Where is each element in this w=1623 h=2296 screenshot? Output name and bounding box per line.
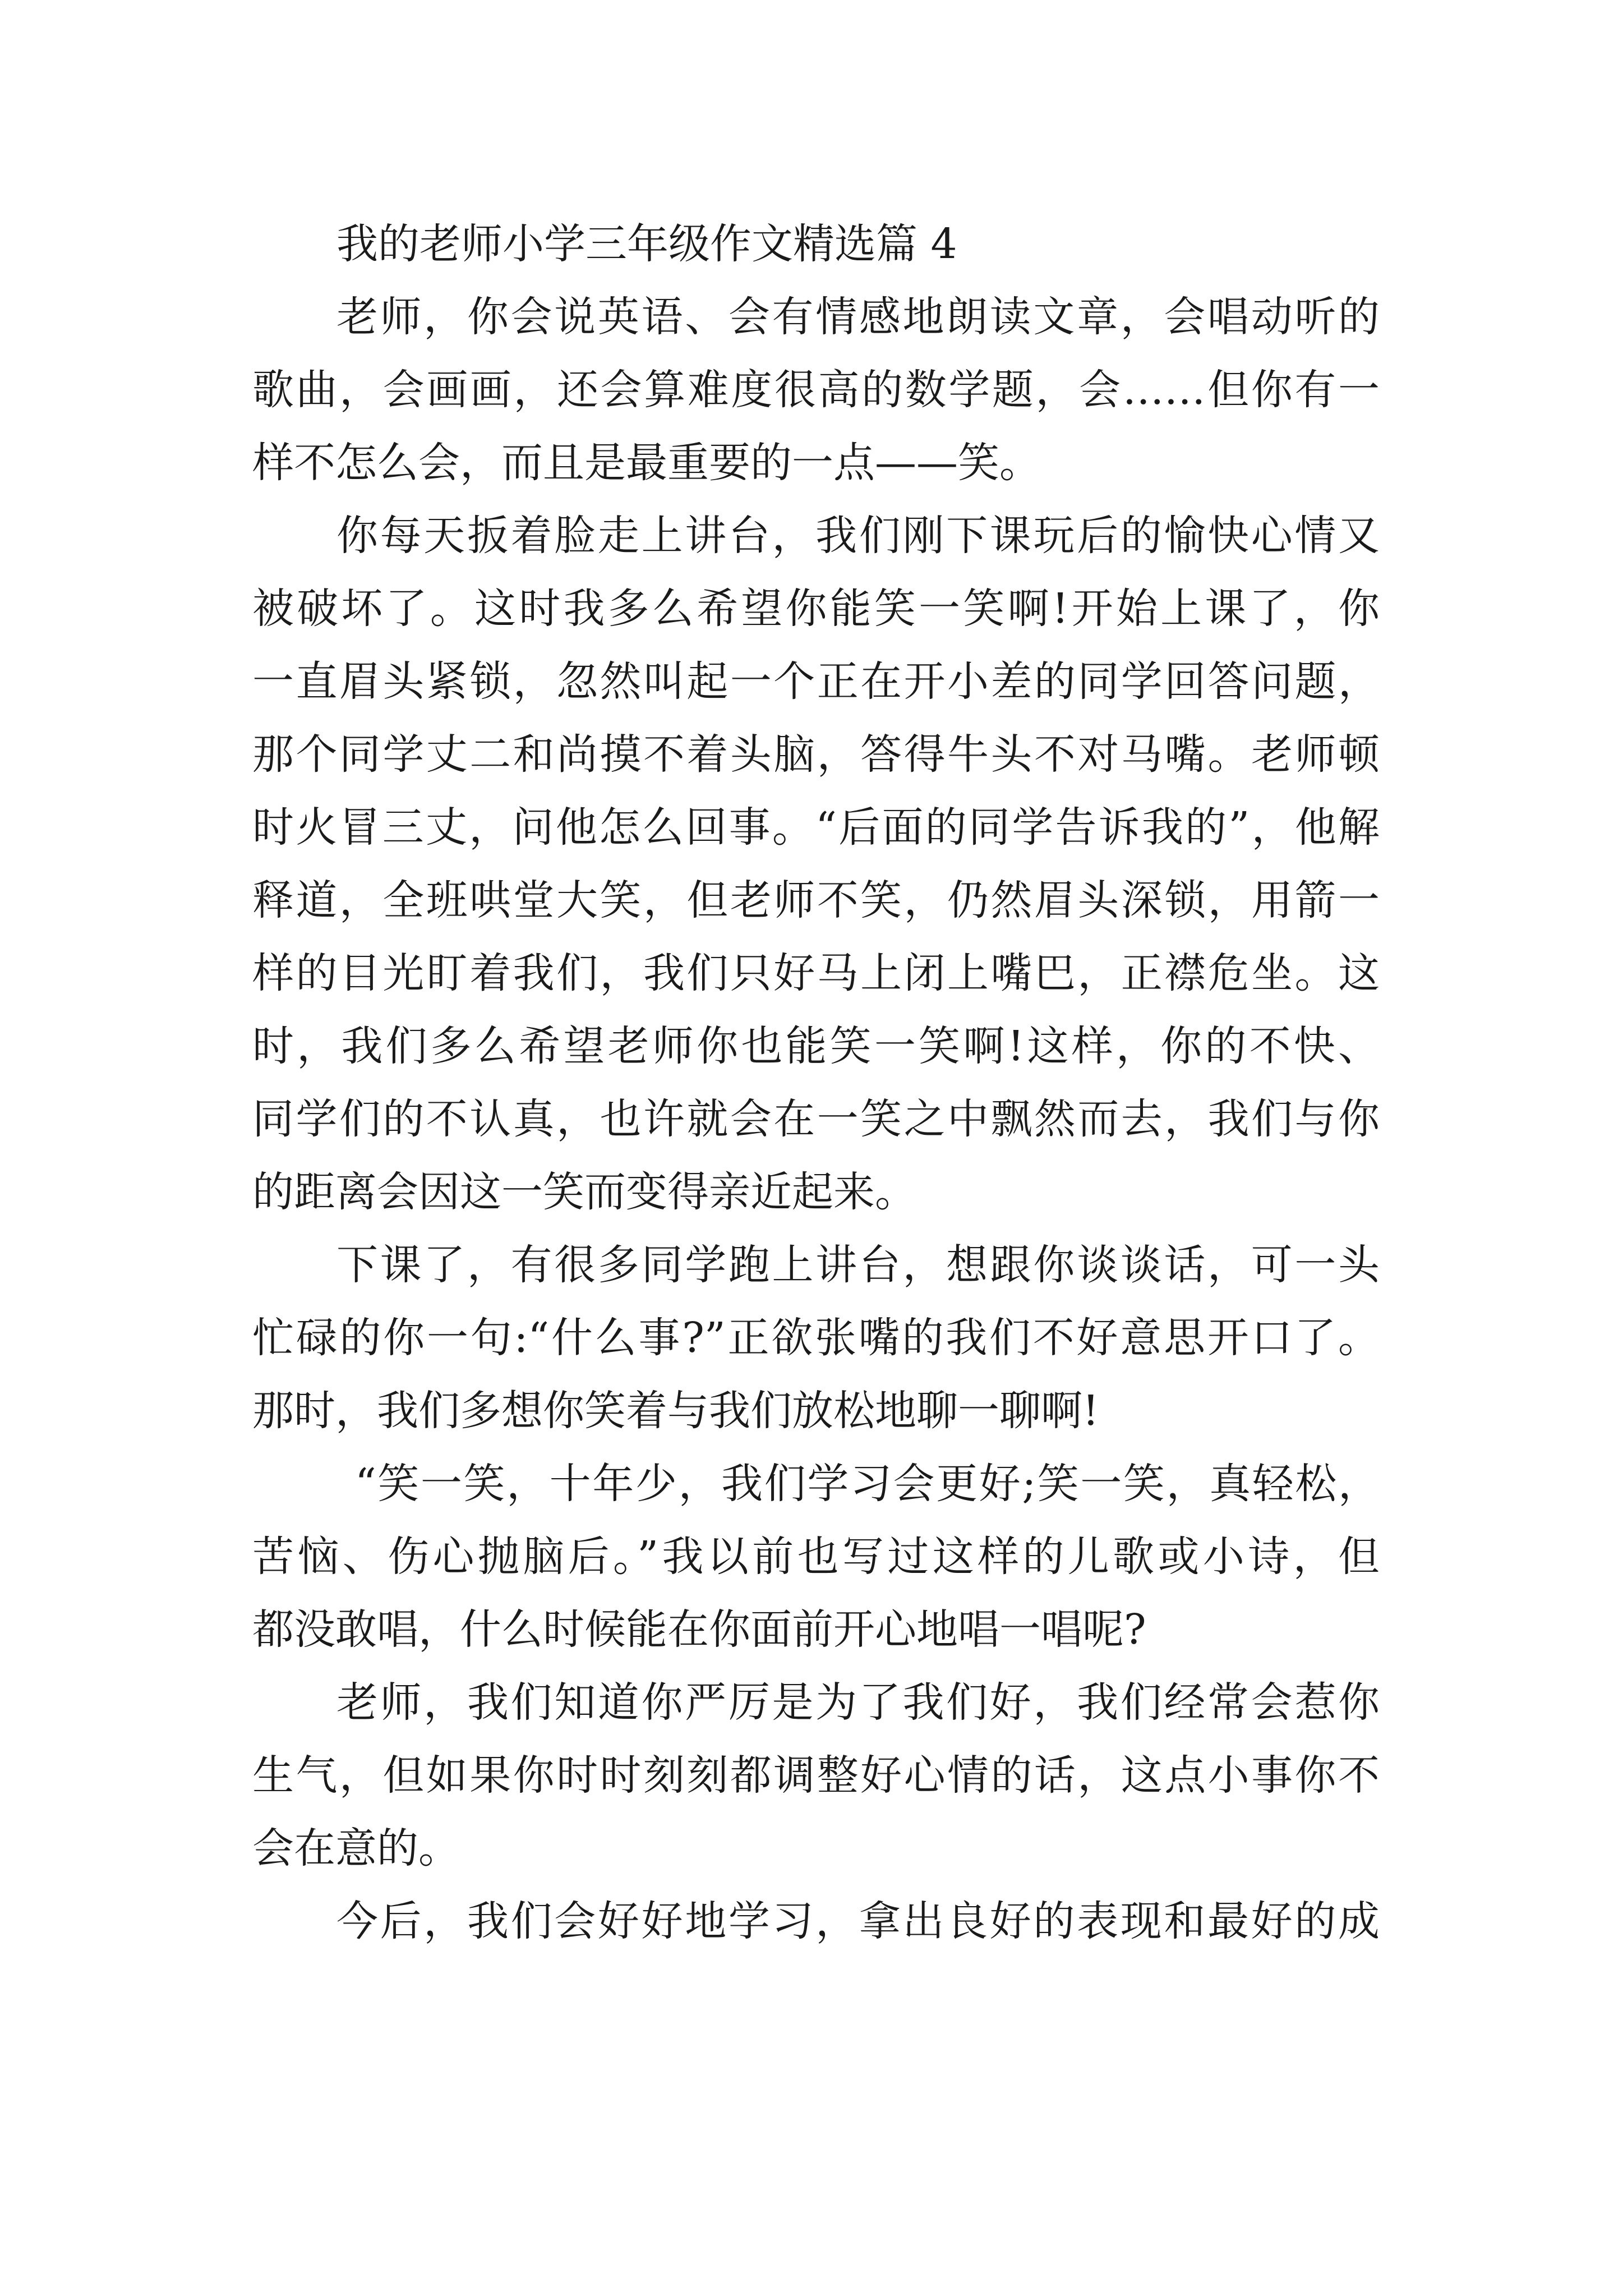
paragraph-line: 会在意的。 — [252, 1824, 460, 1872]
paragraph-line: “笑一笑，十年少，我们学习会更好;笑一笑，真轻松， — [355, 1460, 1380, 1508]
paragraph-line: 老师，我们知道你严厉是为了我们好，我们经常会惹你 — [336, 1678, 1380, 1727]
paragraph-line: 同学们的不认真，也许就会在一笑之中飘然而去，我们与你 — [252, 1095, 1380, 1143]
paragraph-line: 时，我们多么希望老师你也能笑一笑啊!这样，你的不快、 — [252, 1022, 1380, 1070]
essay-title: 我的老师小学三年级作文精选篇 4 — [336, 220, 957, 268]
paragraph-line: 样不怎么会，而且是最重要的一点——笑。 — [252, 439, 1041, 487]
paragraph-line: 忙碌的你一句:“什么事?”正欲张嘴的我们不好意思开口了。 — [252, 1314, 1380, 1362]
paragraph-line: 一直眉头紧锁，忽然叫起一个正在开小差的同学回答问题， — [252, 657, 1380, 706]
paragraph-line: 歌曲，会画画，还会算难度很高的数学题，会……但你有一 — [252, 366, 1380, 414]
paragraph-line: 释道，全班哄堂大笑，但老师不笑，仍然眉头深锁，用箭一 — [252, 876, 1380, 924]
paragraph-line: 样的目光盯着我们，我们只好马上闭上嘴巴，正襟危坐。这 — [252, 949, 1380, 997]
paragraph-line: 的距离会因这一笑而变得亲近起来。 — [252, 1168, 916, 1216]
paragraph-line: 都没敢唱，什么时候能在你面前开心地唱一唱呢? — [252, 1605, 1146, 1654]
paragraph-line: 那个同学丈二和尚摸不着头脑，答得牛头不对马嘴。老师顿 — [252, 730, 1380, 779]
paragraph-line: 被破坏了。这时我多么希望你能笑一笑啊!开始上课了，你 — [252, 585, 1380, 633]
paragraph-line: 今后，我们会好好地学习，拿出良好的表现和最好的成 — [336, 1897, 1380, 1945]
paragraph-line: 老师，你会说英语、会有情感地朗读文章，会唱动听的 — [336, 293, 1380, 341]
paragraph-line: 你每天扳着脸走上讲台，我们刚下课玩后的愉快心情又 — [336, 512, 1380, 560]
paragraph-line: 下课了，有很多同学跑上讲台，想跟你谈谈话，可一头 — [336, 1241, 1380, 1289]
paragraph-line: 苦恼、伤心抛脑后。”我以前也写过这样的儿歌或小诗，但 — [252, 1533, 1380, 1581]
paragraph-line: 那时，我们多想你笑着与我们放松地聊一聊啊! — [252, 1387, 1099, 1435]
paragraph-line: 时火冒三丈，问他怎么回事。“后面的同学告诉我的”，他解 — [252, 803, 1380, 852]
paragraph-line: 生气，但如果你时时刻刻都调整好心情的话，这点小事你不 — [252, 1751, 1380, 1800]
